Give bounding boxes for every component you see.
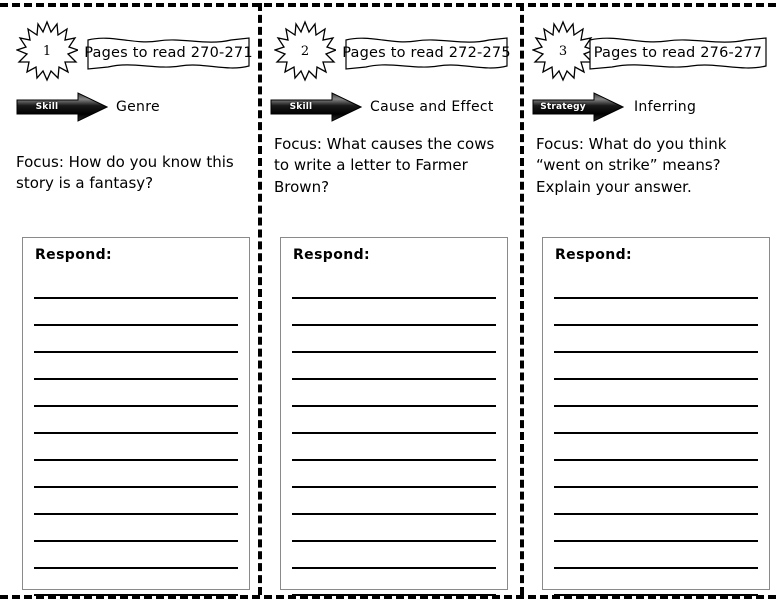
pages-banner-1 [86, 32, 251, 74]
write-line[interactable] [34, 488, 238, 515]
write-line[interactable] [554, 461, 758, 488]
pages-banner-text-3: Pages to read 276-277 [593, 45, 763, 61]
strategy-name-3: Inferring [634, 99, 697, 115]
write-line[interactable] [554, 542, 758, 569]
write-line[interactable] [34, 272, 238, 299]
write-line[interactable] [34, 380, 238, 407]
write-line[interactable] [292, 272, 496, 299]
write-line[interactable] [554, 569, 758, 596]
cut-line-divider-2 [520, 3, 524, 595]
skill-arrow-2 [270, 92, 362, 122]
strategy-arrow-label-3: Strategy [540, 102, 586, 112]
write-line[interactable] [292, 569, 496, 596]
write-line[interactable] [554, 515, 758, 542]
starburst-icon-1 [16, 20, 78, 82]
respond-box-1[interactable] [22, 237, 250, 590]
write-line[interactable] [554, 488, 758, 515]
strategy-arrow-3 [532, 92, 624, 122]
write-line[interactable] [292, 461, 496, 488]
respond-lines-3[interactable] [553, 272, 759, 596]
worksheet-panel-1 [8, 10, 256, 590]
starburst-icon-2 [274, 20, 336, 82]
cut-line-divider-1 [258, 3, 262, 595]
worksheet-panel-2 [266, 10, 514, 590]
panel-header-2 [266, 10, 514, 132]
skill-arrow-label-2: Skill [289, 102, 313, 112]
write-line[interactable] [34, 461, 238, 488]
write-line[interactable] [34, 326, 238, 353]
write-line[interactable] [34, 434, 238, 461]
pages-banner-text-1: Pages to read 270-271 [84, 45, 253, 61]
starburst-icon-3 [532, 20, 594, 82]
write-line[interactable] [292, 353, 496, 380]
write-line[interactable] [292, 299, 496, 326]
write-line[interactable] [292, 488, 496, 515]
write-line[interactable] [554, 353, 758, 380]
respond-label-2: Respond: [293, 247, 371, 263]
pages-banner-text-2: Pages to read 272-275 [342, 45, 511, 61]
write-line[interactable] [292, 326, 496, 353]
write-line[interactable] [34, 407, 238, 434]
skill-name-1: Genre [116, 99, 160, 115]
skill-name-2: Cause and Effect [370, 99, 494, 115]
focus-question-1: Focus: How do you know this story is a fantasy? [16, 153, 234, 193]
write-line[interactable] [554, 407, 758, 434]
focus-question-2: Focus: What causes the cows to write a letter to Farmer Brown? [274, 135, 495, 196]
panel-header-3 [528, 10, 776, 132]
worksheet-panel-3 [528, 10, 776, 590]
focus-question-3: Focus: What do you think “went on strike” means? Explain your answer. [536, 135, 727, 196]
write-line[interactable] [554, 326, 758, 353]
write-line[interactable] [292, 380, 496, 407]
panel-header-1 [8, 10, 256, 132]
panel-number-1: 1 [42, 43, 52, 59]
respond-box-2[interactable] [280, 237, 508, 590]
skill-arrow-label-1: Skill [35, 102, 59, 112]
write-line[interactable] [34, 515, 238, 542]
write-line[interactable] [554, 272, 758, 299]
panel-number-2: 2 [300, 43, 310, 59]
pages-banner-2 [344, 32, 509, 74]
write-line[interactable] [34, 542, 238, 569]
write-line[interactable] [554, 380, 758, 407]
write-line[interactable] [34, 353, 238, 380]
respond-lines-1[interactable] [33, 272, 239, 596]
write-line[interactable] [292, 407, 496, 434]
respond-lines-2[interactable] [291, 272, 497, 596]
respond-label-3: Respond: [555, 247, 633, 263]
respond-label-1: Respond: [35, 247, 113, 263]
cut-line-top [0, 3, 776, 7]
write-line[interactable] [292, 434, 496, 461]
write-line[interactable] [292, 542, 496, 569]
panel-number-3: 3 [558, 43, 568, 59]
write-line[interactable] [34, 569, 238, 596]
write-line[interactable] [34, 299, 238, 326]
write-line[interactable] [554, 434, 758, 461]
write-line[interactable] [554, 299, 758, 326]
pages-banner-3 [588, 32, 768, 74]
skill-arrow-1 [16, 92, 108, 122]
write-line[interactable] [292, 515, 496, 542]
respond-box-3[interactable] [542, 237, 770, 590]
